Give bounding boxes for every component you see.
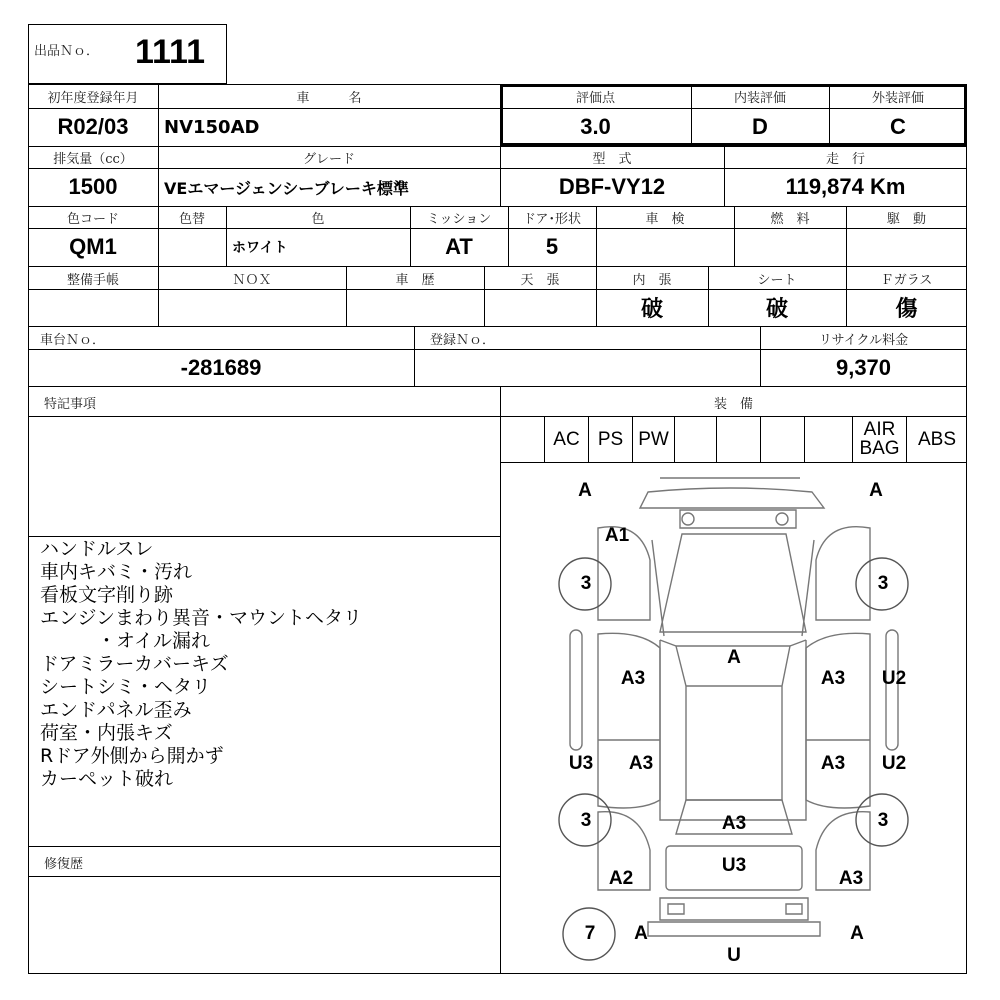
damage-right-front-pillar: U2 <box>881 668 907 689</box>
displacement-label: 排気量（cc） <box>53 152 133 167</box>
model-label: 型 式 <box>592 152 632 167</box>
nox-label: ＮＯＸ <box>232 272 272 288</box>
seat-label: シート <box>757 272 797 288</box>
note-line: 車内キバミ・汚れ <box>40 561 193 583</box>
equipment-cell: AIR BAG <box>852 416 906 462</box>
grade-label: グレード <box>302 152 355 167</box>
lot-number-value: 1111 <box>134 32 205 71</box>
fuel-label: 燃 料 <box>770 212 810 227</box>
maintenance-record-value <box>28 289 158 326</box>
maintenance-record-label: 整備手帳 <box>66 272 119 288</box>
note-line: ・オイル漏れ <box>40 630 211 652</box>
damage-right-rear-pillar: U2 <box>881 753 907 774</box>
color-value: ホワイト <box>232 240 288 256</box>
color-code-label: 色コード <box>66 212 119 227</box>
tire-rear-right: 3 <box>877 810 889 831</box>
lot-number-label: 出品Ｎｏ． <box>34 43 100 59</box>
mileage-label: 走 行 <box>825 152 865 167</box>
displacement-value: 1500 <box>68 174 118 199</box>
car-history-value <box>346 289 484 326</box>
roof-lining-value <box>484 289 596 326</box>
exterior-grade-value: C <box>890 114 906 139</box>
score-label: 評価点 <box>575 91 615 106</box>
color-code-value: QM1 <box>69 234 117 259</box>
door-label: ドア･形状 <box>522 212 582 227</box>
damage-right-rear-door: A3 <box>820 753 846 774</box>
right-doors <box>806 633 870 808</box>
damage-left-front-door: A3 <box>620 668 646 689</box>
equipment-cell: PW <box>632 416 674 462</box>
tire-spare: 7 <box>584 923 596 944</box>
roof-shape <box>676 646 790 800</box>
damage-bumper-center: A1 <box>604 525 630 546</box>
nox-value <box>158 289 346 326</box>
damage-rear-left-quarter: A2 <box>608 868 634 889</box>
inner-lining-value: 破 <box>640 297 663 322</box>
drive-value <box>846 228 967 266</box>
tire-rear-left: 3 <box>580 810 592 831</box>
fuel-value <box>734 228 846 266</box>
interior-grade-value: D <box>752 114 768 139</box>
damage-rear-floor: A3 <box>721 813 747 834</box>
inner-lining-label: 内 張 <box>632 272 672 288</box>
note-line: ハンドルスレ <box>40 538 154 560</box>
car-name-label: 車 名 <box>296 91 362 106</box>
registration-number-value <box>414 349 760 386</box>
roof-lining-label: 天 張 <box>520 272 560 288</box>
equipment-cell <box>760 416 804 462</box>
damage-rear-right-quarter: A3 <box>838 868 864 889</box>
mission-value: AT <box>445 234 473 259</box>
damage-rear-right-corner: A <box>850 923 864 944</box>
damage-rear-left-corner: A <box>634 923 648 944</box>
repaint-value <box>158 228 226 266</box>
first-registration-label: 初年度登録年月 <box>47 91 139 106</box>
rear-bumper-shape <box>648 898 820 936</box>
equipment-cell <box>674 416 716 462</box>
front-glass-value: 傷 <box>895 297 918 322</box>
damage-roof: A <box>727 647 741 668</box>
exterior-grade-label: 外装評価 <box>871 91 924 106</box>
front-glass-label: Ｆガラス <box>880 272 933 288</box>
front-right-arch <box>816 527 870 620</box>
left-doors <box>598 633 660 808</box>
note-line: カーペット破れ <box>40 768 174 790</box>
damage-front-left: A <box>578 480 592 501</box>
chassis-number-value: -281689 <box>180 354 262 380</box>
note-line: ドアミラーカバーキズ <box>40 653 229 675</box>
note-line: 看板文字削り跡 <box>40 584 174 606</box>
drive-label: 駆 動 <box>886 212 926 227</box>
equipment-cell: PS <box>588 416 632 462</box>
hood-shape <box>660 534 806 632</box>
car-diagram <box>501 463 966 973</box>
door-value: 5 <box>545 234 559 259</box>
interior-grade-label: 内装評価 <box>733 91 786 106</box>
inspection-value <box>596 228 734 266</box>
repair-history-label: 修復歴 <box>44 856 84 872</box>
front-bumper-shape <box>640 478 824 528</box>
repaint-label: 色替 <box>178 212 205 227</box>
damage-front-right: A <box>869 480 883 501</box>
model-value: DBF-VY12 <box>558 174 666 199</box>
mission-label: ミッション <box>426 212 492 227</box>
equipment-cell <box>500 416 544 462</box>
note-line: 荷室・内張キズ <box>40 722 173 744</box>
damage-rear-bumper: U <box>727 945 741 966</box>
color-label: 色 <box>311 212 325 227</box>
equipment-label: 装 備 <box>713 396 753 412</box>
seat-value: 破 <box>765 297 788 322</box>
car-name-value: NV150AD <box>164 116 260 138</box>
notes-label: 特記事項 <box>44 396 97 412</box>
recycle-fee-value: 9,370 <box>835 354 892 380</box>
tire-front-left: 3 <box>580 573 592 594</box>
equipment-cell <box>804 416 852 462</box>
car-history-label: 車 歴 <box>395 272 435 288</box>
equipment-cell: ABS <box>906 416 967 462</box>
registration-number-label: 登録Ｎｏ． <box>430 332 496 348</box>
note-line: Rドア外側から開かず <box>40 745 224 767</box>
mileage-value: 119,874 Km <box>785 174 906 199</box>
damage-right-front-door: A3 <box>820 668 846 689</box>
first-registration-value: R02/03 <box>57 114 129 139</box>
damage-left-rear-pillar: U3 <box>568 753 594 774</box>
equipment-cell <box>716 416 760 462</box>
score-value: 3.0 <box>580 114 611 139</box>
grade-value: VEエマージェンシーブレーキ標準 <box>164 178 409 198</box>
recycle-fee-label: リサイクル料金 <box>818 332 909 348</box>
inspection-label: 車 検 <box>645 212 685 227</box>
equipment-cell: AC <box>544 416 588 462</box>
chassis-number-label: 車台Ｎｏ． <box>40 332 106 348</box>
tire-front-right: 3 <box>877 573 889 594</box>
damage-left-rear-door: A3 <box>628 753 654 774</box>
damage-rear-center: U3 <box>721 855 747 876</box>
note-line: シートシミ・ヘタリ <box>40 676 212 698</box>
note-line: エンドパネル歪み <box>40 699 192 721</box>
note-line: エンジンまわり異音・マウントヘタリ <box>40 607 363 629</box>
